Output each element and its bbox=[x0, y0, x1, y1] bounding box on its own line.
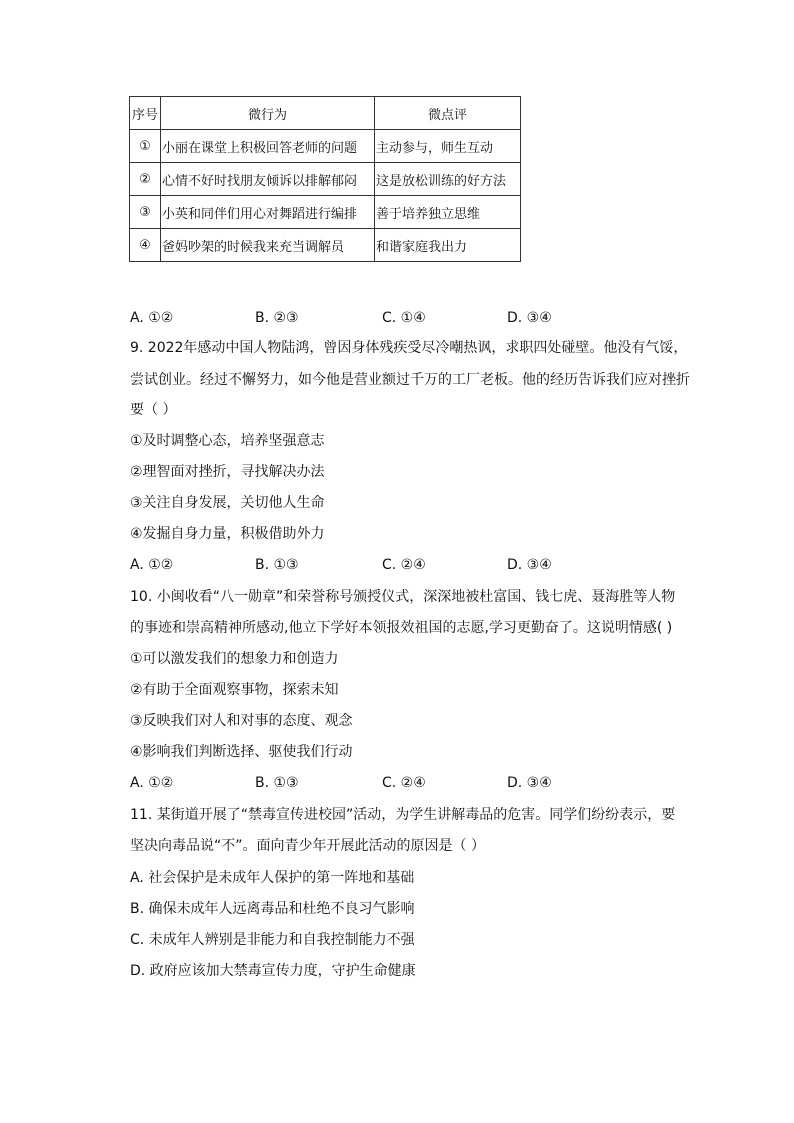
q11-stem-line: 11. 某街道开展了“禁毒宣传进校园”活动，为学生讲解毒品的危害。同学们纷纷表示，要 bbox=[130, 807, 676, 823]
q8-option-a[interactable]: A. ①② bbox=[130, 310, 174, 326]
q8-option-d[interactable]: D. ③④ bbox=[507, 310, 552, 326]
q9-item: ②理智面对挫折，寻找解决办法 bbox=[130, 464, 325, 480]
behavior-table bbox=[129, 96, 521, 262]
header-behavior: 微行为 bbox=[161, 97, 375, 130]
q10-item: ①可以激发我们的想象力和创造力 bbox=[130, 651, 339, 667]
q9-stem-line: 9. 2022年感动中国人物陆鸿，曾因身体残疾受尽冷嘲热讽，求职四处碰壁。他没有气馁， bbox=[130, 340, 688, 356]
q11-stem-line: 坚决向毒品说“不”。面向青少年开展此活动的原因是（ ） bbox=[130, 838, 485, 854]
q10-option-c[interactable]: C. ②④ bbox=[382, 775, 426, 791]
row-behavior: 爸妈吵架的时候我来充当调解员 bbox=[161, 229, 375, 262]
row-number: ② bbox=[130, 163, 161, 196]
q9-option-b[interactable]: B. ①③ bbox=[255, 557, 299, 573]
q8-option-b[interactable]: B. ②③ bbox=[255, 310, 299, 326]
row-comment: 主动参与，师生互动 bbox=[375, 130, 521, 163]
q10-stem-line: 的事迹和崇高精神所感动,他立下学好本领报效祖国的志愿,学习更勤奋了。这说明情感( ) bbox=[130, 620, 673, 636]
header-number: 序号 bbox=[130, 97, 161, 130]
q10-stem-line: 10. 小闽收看“八一勋章”和荣誉称号颁授仪式，深深地被杜富国、钱七虎、聂海胜等人物 bbox=[130, 589, 676, 605]
q8-option-c[interactable]: C. ①④ bbox=[382, 310, 426, 326]
row-behavior: 心情不好时找朋友倾诉以排解郁闷 bbox=[161, 163, 375, 196]
q10-option-b[interactable]: B. ①③ bbox=[255, 775, 299, 791]
row-number: ① bbox=[130, 130, 161, 163]
table-row bbox=[130, 229, 521, 262]
q9-option-c[interactable]: C. ②④ bbox=[382, 557, 426, 573]
q8-options bbox=[130, 308, 690, 328]
row-comment: 这是放松训练的好方法 bbox=[375, 163, 521, 196]
row-behavior: 小英和同伴们用心对舞蹈进行编排 bbox=[161, 196, 375, 229]
table-header-row bbox=[130, 97, 521, 130]
q9-stem-line: 要（ ） bbox=[130, 402, 177, 418]
row-comment: 和谐家庭我出力 bbox=[375, 229, 521, 262]
q11-option-d[interactable]: D. 政府应该加大禁毒宣传力度，守护生命健康 bbox=[130, 963, 416, 979]
q9-item: ③关注自身发展，关切他人生命 bbox=[130, 495, 325, 511]
row-number: ④ bbox=[130, 229, 161, 262]
q9-option-a[interactable]: A. ①② bbox=[130, 557, 174, 573]
row-behavior: 小丽在课堂上积极回答老师的问题 bbox=[161, 130, 375, 163]
q11-option-c[interactable]: C. 未成年人辨别是非能力和自我控制能力不强 bbox=[130, 932, 415, 948]
table-row bbox=[130, 196, 521, 229]
q9-item: ④发掘自身力量，积极借助外力 bbox=[130, 526, 325, 542]
q9-item: ①及时调整心态，培养坚强意志 bbox=[130, 433, 325, 449]
q9-option-d[interactable]: D. ③④ bbox=[507, 557, 552, 573]
q11-option-a[interactable]: A. 社会保护是未成年人保护的第一阵地和基础 bbox=[130, 870, 415, 886]
q10-option-a[interactable]: A. ①② bbox=[130, 775, 174, 791]
row-number: ③ bbox=[130, 196, 161, 229]
q10-option-d[interactable]: D. ③④ bbox=[507, 775, 552, 791]
q9-stem-line: 尝试创业。经过不懈努力，如今他是营业额过千万的工厂老板。他的经历告诉我们应对挫折 bbox=[130, 372, 690, 388]
table-row bbox=[130, 163, 521, 196]
q9-options bbox=[130, 555, 690, 575]
q10-item: ②有助于全面观察事物，探索未知 bbox=[130, 682, 339, 698]
q10-options bbox=[130, 773, 690, 793]
q10-item: ④影响我们判断选择、驱使我们行动 bbox=[130, 744, 353, 760]
header-comment: 微点评 bbox=[375, 97, 521, 130]
row-comment: 善于培养独立思维 bbox=[375, 196, 521, 229]
table-row bbox=[130, 130, 521, 163]
q11-option-b[interactable]: B. 确保未成年人远离毒品和杜绝不良习气影响 bbox=[130, 901, 415, 917]
q10-item: ③反映我们对人和对事的态度、观念 bbox=[130, 713, 353, 729]
